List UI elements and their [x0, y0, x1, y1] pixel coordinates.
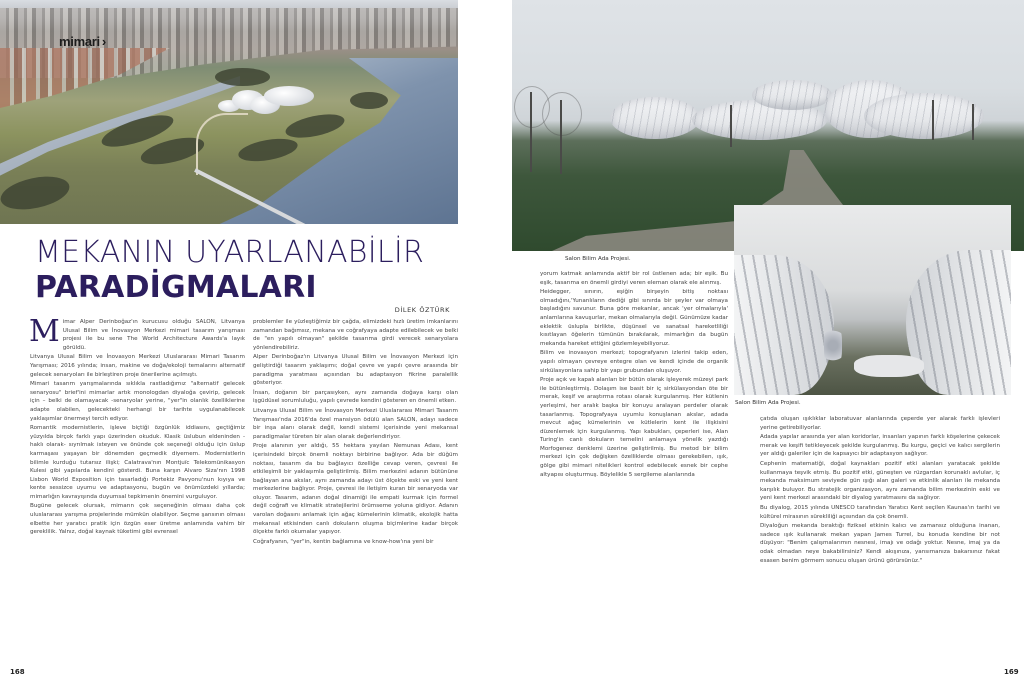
bare-tree [730, 105, 732, 147]
paragraph [29, 314, 245, 352]
paragraph: Alper Derinboğaz'ın Litvanya Ulusal Bilim ve İnovasyon Merkezi için geliştirdiği tasarım yaklaşımı; doğal çevre ve yapılı çevre arasında bir paradigma yaratması açısından bu adaptasyon fikrine paralellik gösteriyor. [253, 354, 458, 387]
paragraph: Proje alanının yer aldığı, 55 hektara yayılan Nemunas Adası, kent içerisindeki birçok önemli noktayı birbirine bağlıyor. Ada bir düğüm noktası, tasarım da bu bağlayıcı özelliğe cevap veren, çevresi ile etkileşimli bir yaklaşımla geliştirilmiş. Bilim merkezini adanın bütününe bağlayan ana akslar, aynı zamanda adayı üst ölçekte eski ve yeni kent merkezlerine bağlıyor. Proje, çevresi ile iletişim kuran bir senaryoda var oluyor. Tasarım, adanın doğal dinamiği ile empati kurmak için formel değil coğrafi ve klimatik stratejilerini örümseme yoluna gidiyor. Adanın varolan doğasını anlamak için ağaç kümelerinin klimatik, ekolojik hatta mekansal etkisinden canlı dokuların oluşma biçimlerine kadar birçok ölçekte farklı okumalar yapıyor. [253, 443, 458, 536]
paragraph: Romantik modernistlerin, işleve biçtiği özgünlük iddiasını, geçtiğimiz yüzyılda birçok farklı yapı üzerinden okuduk. Klasik üslubun eldeninden -haklı olarak- sıyrılmak isteyen ve önünde çok seçeneği olduğu için üslup karmaşası yaşayan bir dönemden geçmedik diyemem. Modernistlerin bilimle kurduğu tutarsız ilişki; Calatrava'nın Montjuïc Telekomünikasyon Kulesi gibi yapılarda kendini gösterdi. Buna karşın Alvaro Siza'nın 1998 Lisbon World Exposition için tasarladığı Portekiz Pavyonu'nun kıyıya ve kente sessizce uyumu ve adaptasyonu, bugün ve önümüzdeki yıllarda; mimarlığın kavrayışında duyumsal tepkimenin önemini vurguluyor. [30, 425, 245, 500]
paragraph: Coğrafyanın, "yer"in, kentin bağlamına ve know-how'ına yeni bir [253, 538, 434, 545]
pavilion-pod [610, 97, 700, 139]
pavilion-wall-right [906, 250, 1011, 395]
section-tag-label: mimari [59, 34, 100, 49]
pavilion-street-photo [734, 205, 1011, 395]
paragraph: Mimari tasarım yarışmalarında sıklıkla rastladığımız "alternatif gelecek senaryosu" brief'ini mimarlar artık monologdan diyaloğa çevirip, gelecek için – belki de olamayacak -senaryolar yerine, "yer"in olanlık özelliklerine adapte olabilen, gelecekteki herhangi bir tarihte uygulanabilecek yaklaşımlar önermeyi tercih ediyor. [30, 381, 245, 422]
tree-cluster [350, 92, 388, 109]
paragraph: İnsan, doğanın bir parçasıyken, aynı zamanda doğaya karşı olan işgüdüsel sorumluluğu, yapılı çevrede kendini gösteren en önemli etken. [253, 389, 458, 405]
paragraph: yorum katmak anlamında aktif bir rol üstlenen ada; bir eşik. Bu eşik, tasarıma en önemli girdiyi veren eleman olarak ele alınmış. [540, 271, 728, 286]
walking-path [196, 113, 248, 175]
inset-photo-caption: Salon Bilim Ada Projesi. [735, 400, 801, 406]
left-column-1 [29, 314, 245, 538]
page-number-left: 168 [10, 668, 25, 676]
pod [264, 86, 314, 106]
author-byline: DİLEK ÖZTÜRK [394, 306, 450, 314]
section-tag[interactable] [59, 34, 106, 49]
paragraph: Litvanya Ulusal Bilim ve İnovasyon Merkezi Uluslararası Mimari Tasarım Yarışması; 2016 yılında; insan, makine ve doğa/ekoloji temalarını alternatif gelecek senaryoları ile birleştiren proje önerilerine açılmıştı. [30, 354, 245, 378]
paragraph: Cephenin matematiği, doğal kaynakları pozitif etki alanları yaratacak şekilde kullanmaya teşvik etmiş. Bu pozitif etki, güneşten ve rüzgardan korunaklı avlular, iç mekanda maksimum seviyede gün ışığı alan galeri ve etkinlik alanları ile mekanda karşılık buluyor. Bu stratejik organizasyon, aynı zamanda bilim merkezinin eski ve yeni kent merkezi arasındaki bir diyalog yaratmasını da sağlıyor. [760, 460, 1000, 502]
tree-crown [542, 92, 582, 136]
paragraph: Litvanya Ulusal Bilim ve İnovasyon Merkezi Uluslararası Mimari Tasarım Yarışması'nda 2016'da özel mansiyon ödülü alan SALON, adayı sadece bir inşa alanı olarak değil, kendi sistemi içerisinde yeni mekansal paradigmalar türeten bir alan olarak değerlendiriyor. [253, 407, 458, 440]
pavilion-pods [218, 86, 318, 116]
paragraph: problemler ile yüzleştiğimiz bir çağda, elimizdeki hızlı üretim imkanlarını zamandan bağımsız, mekana ve coğrafyaya adapte edilebilecek ve belki de "en yapılı olmayan" şekilde tasarıma girdi verecek senaryolara yönlendirebiliriz. [253, 319, 458, 351]
pavilion-wall-left [734, 255, 834, 395]
red-roof-buildings [0, 48, 170, 108]
bare-tree [972, 104, 974, 140]
paragraph: Heidegger, sınırın, eşiğin birşeyin bitiş noktası olmadığını,'Yunanlıların dediği gibi sınırda bir şeyler var olmaya başladığını savunur. Buna göre mekanlar, ancak 'yer olmalarıyla' anlamlarına kavuşurlar, mekan olmalarıyla değil. Günümüze kadar eklektik üslupla birlikte, düşünsel ve sanatsal hareketliliği kısıtlayan öğelerin tümünün bırakılarak, mimarlığın da bugün mekanda hareket ettiğini gözlemleyebiliyoruz. [540, 289, 728, 347]
page-number-right: 169 [1004, 668, 1019, 676]
chevron-right-icon: › [101, 34, 106, 49]
right-column-2 [760, 415, 1000, 566]
pavilion-pod [864, 93, 984, 139]
article-headline [35, 236, 424, 306]
right-column-1 [540, 270, 728, 480]
paragraph: Bu diyalog, 2015 yılında UNESCO tarafından Yaratıcı Kent seçilen Kaunas'ın tarihi ve kültürel mirasının sürekliliği açısından da çok önemli. [760, 504, 1000, 520]
paragraph: Adada yapılar arasında yer alan koridorlar, insanları yapının farklı köşelerine çekecek merak ve keşifi tetikleyecek şekilde kurgulanmış. Bu kurgu, geçici ve kalıcı sergilerin yer aldığı galeriler için de kapsayıcı bir adaptasyon sağlıyor. [760, 434, 1000, 458]
paragraph: Bugüne gelecek olursak, mimarın çok seçeneğinin olması daha çok uluslararası yarışma projelerinde mümkün olabiliyor. Seçme şansının olması elbette her yaratıcı pratik için özgün eser üretme anlamında vahim bir gereklilik. Yalnız, doğal kaynak tüketimi gibi evrensel [30, 503, 245, 536]
balloon-sculpture [824, 323, 842, 368]
distant-pavilion [854, 355, 924, 377]
paragraph: Bilim ve inovasyon merkezi; topografyanın izlerini takip eden, yapılı olmayan çevreye entegre olan ve kendi içinde de organik sirkülasyonlara sahip bir yapı grubundan oluşuyor. [540, 350, 728, 374]
left-column-2 [253, 318, 458, 547]
pavilion-pod [752, 80, 832, 110]
photo-caption: Salon Bilim Ada Projesi. [565, 256, 631, 262]
headline-line-1: MEKANIN UYARLANABİLİR [35, 235, 425, 270]
tree-cluster [0, 171, 72, 215]
drop-cap: M [29, 314, 60, 349]
paragraph: çatıda oluşan ışıklıklar laboratuvar alanlarında çeperde yer alarak farklı işlevleri yerine getirebiliyorlar. [760, 416, 1000, 431]
paragraph: Diyaloğun mekanda bıraktığı fiziksel etkinin kalıcı ve zamansız olduğuna inanan, sadece ışık kullanarak mekan yapan James Turrel, bu konuda kendine bir not düşüyor: "Benim çalışmalarımın nesnesi, imajı ve odağı yoktur. Nesne, imaj ya da odak olmadan neye bakabilirsiniz? Kendi akışınıza, yansımanıza bakarsınız fakat esasen benim görmem sonucu oluşan ürünü görürsünüz." [760, 523, 1000, 564]
headline-line-2: PARADİGMALARI [35, 270, 317, 305]
bare-tree [932, 100, 934, 140]
tree-cluster [215, 68, 270, 86]
paragraph-text: imar Alper Derinboğaz'ın kurucusu olduğu SALON, Litvanya Ulusal Bilim ve İnovasyon Merkezi mimari tasarım yarışması projesi ile bu sene The World Architecture Awards'a layık görüldü. [62, 319, 245, 351]
aerial-photo [0, 0, 458, 224]
paragraph: Proje açık ve kapalı alanları bir bütün olarak işleyerek müzeyi park ile bütünleştirmiş. Dolaşım ise basit bir iç sirkülasyondan öte bir merak, keşif ve araştırma rotası olarak kurgulanmış. Her kütlenin yerleşimi, her aralık başka bir konuyu aralayan perdeler olarak tasarlanmış. Topografyaya uyumlu konuşlanan akslar, adada mevcut ağaç kümelerinin ve kütlelerin kent ile ilişkisini düzenlemek için kurgulanmış. Yapı kabukları, çeperleri ise, Alan Turing'in canlı dokuların temelini anlamaya yönelik yazdığı Morfogenez denklemi üzerine geliştirilmiş. Bu metod bir bilim merkezi için çok değişken özelliklerde olması gerekebilen, ışık, gölge gibi mimari nitelikleri kontrol edebilecek esnek bir cephe altyapısı oluşturmuş. Böylelikle 5 sergileme alanlarında [540, 377, 728, 478]
